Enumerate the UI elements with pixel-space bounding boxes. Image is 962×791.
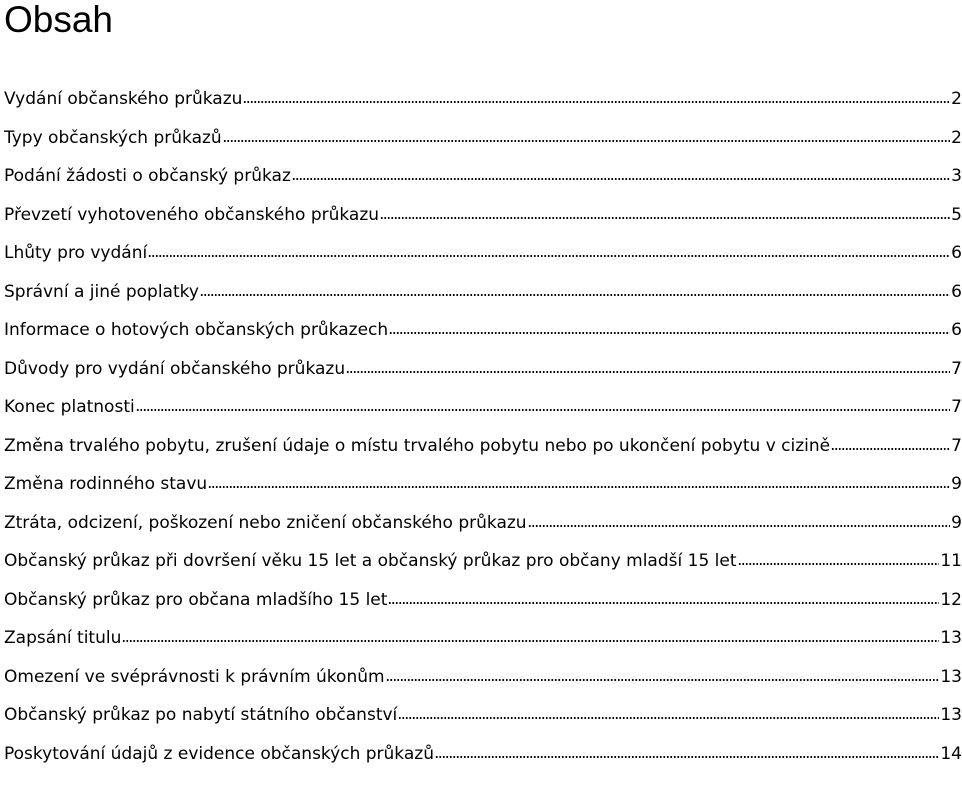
toc-entry-label[interactable]: Poskytování údajů z evidence občanských průkazů <box>4 743 434 764</box>
toc-entry[interactable] <box>4 696 962 735</box>
dot-leader <box>136 409 950 411</box>
toc-page-number[interactable]: 6 <box>951 281 962 302</box>
toc-page-number[interactable]: 6 <box>951 243 962 263</box>
table-of-contents <box>4 80 962 773</box>
toc-page-number[interactable]: 13 <box>940 705 962 725</box>
toc-entry-label[interactable]: Důvody pro vydání občanského průkazu <box>4 358 346 379</box>
dot-leader <box>380 217 950 219</box>
toc-entry[interactable] <box>4 80 962 119</box>
toc-entry-label[interactable]: Omezení ve svéprávnosti k právním úkonům <box>4 666 385 687</box>
toc-page-number[interactable]: 2 <box>951 127 962 148</box>
toc-entry-label[interactable]: Informace o hotových občanských průkazech <box>4 320 389 340</box>
dot-leader <box>223 140 950 142</box>
toc-entry-label[interactable]: Typy občanských průkazů <box>4 127 222 148</box>
toc-entry-label[interactable]: Převzetí vyhotoveného občanského průkazu <box>4 204 380 225</box>
toc-entry-label[interactable]: Lhůty pro vydání <box>4 243 148 263</box>
dot-leader <box>292 178 950 180</box>
toc-entry-label[interactable]: Změna rodinného stavu <box>4 474 208 494</box>
toc-entry[interactable] <box>4 350 962 389</box>
toc-entry-label[interactable]: Změna trvalého pobytu, zrušení údaje o místu trvalého pobytu nebo po ukončení pobytu v cizině <box>4 435 831 456</box>
toc-page-number[interactable]: 7 <box>951 358 962 379</box>
dot-leader <box>148 255 950 257</box>
toc-page-number[interactable]: 9 <box>951 512 962 533</box>
toc-entry[interactable] <box>4 427 962 466</box>
dot-leader <box>122 640 939 642</box>
toc-entry[interactable] <box>4 119 962 158</box>
dot-leader <box>388 602 939 604</box>
toc-page-number[interactable]: 5 <box>951 204 962 225</box>
toc-entry-label[interactable]: Zapsání titulu <box>4 628 122 648</box>
dot-leader <box>346 371 950 373</box>
toc-entry-label[interactable]: Správní a jiné poplatky <box>4 281 199 302</box>
dot-leader <box>528 525 951 527</box>
toc-entry-label[interactable]: Ztráta, odcizení, poškození nebo zničení občanského průkazu <box>4 512 527 533</box>
page-title: Obsah <box>4 0 114 40</box>
toc-entry[interactable] <box>4 504 962 543</box>
toc-page-number[interactable]: 7 <box>951 397 962 417</box>
toc-page-number[interactable]: 3 <box>951 166 962 186</box>
toc-page-number[interactable]: 9 <box>951 474 962 494</box>
toc-entry[interactable] <box>4 619 962 658</box>
toc-entry[interactable] <box>4 157 962 196</box>
toc-entry[interactable] <box>4 658 962 697</box>
toc-entry[interactable] <box>4 735 962 774</box>
toc-page-number[interactable]: 2 <box>951 89 962 109</box>
toc-page-number[interactable]: 13 <box>940 666 962 687</box>
dot-leader <box>386 679 940 681</box>
toc-entry-label[interactable]: Vydání občanského průkazu <box>4 89 243 109</box>
toc-entry[interactable] <box>4 311 962 350</box>
toc-entry-label[interactable]: Konec platnosti <box>4 397 135 417</box>
dot-leader <box>831 448 950 450</box>
toc-entry[interactable] <box>4 581 962 620</box>
dot-leader <box>398 717 939 719</box>
dot-leader <box>243 101 950 103</box>
dot-leader <box>208 486 950 488</box>
toc-entry[interactable] <box>4 542 962 581</box>
toc-entry-label[interactable]: Podání žádosti o občanský průkaz <box>4 166 291 186</box>
toc-entry[interactable] <box>4 196 962 235</box>
toc-entry[interactable] <box>4 465 962 504</box>
toc-entry-label[interactable]: Občanský průkaz pro občana mladšího 15 let <box>4 589 388 610</box>
toc-page-number[interactable]: 7 <box>951 435 962 456</box>
toc-entry[interactable] <box>4 234 962 273</box>
toc-entry-label[interactable]: Občanský průkaz po nabytí státního občanství <box>4 705 398 725</box>
toc-page-number[interactable]: 12 <box>940 589 962 610</box>
toc-page-number[interactable]: 14 <box>940 743 962 764</box>
dot-leader <box>435 756 939 758</box>
dot-leader <box>738 563 940 565</box>
toc-page-number[interactable]: 11 <box>940 551 962 571</box>
dot-leader <box>389 332 950 334</box>
toc-page-number[interactable]: 13 <box>940 628 962 648</box>
toc-entry[interactable] <box>4 388 962 427</box>
dot-leader <box>200 294 950 296</box>
toc-page-number[interactable]: 6 <box>951 320 962 340</box>
toc-entry-label[interactable]: Občanský průkaz při dovršení věku 15 let a občanský průkaz pro občany mladší 15 let <box>4 551 737 571</box>
toc-entry[interactable] <box>4 273 962 312</box>
